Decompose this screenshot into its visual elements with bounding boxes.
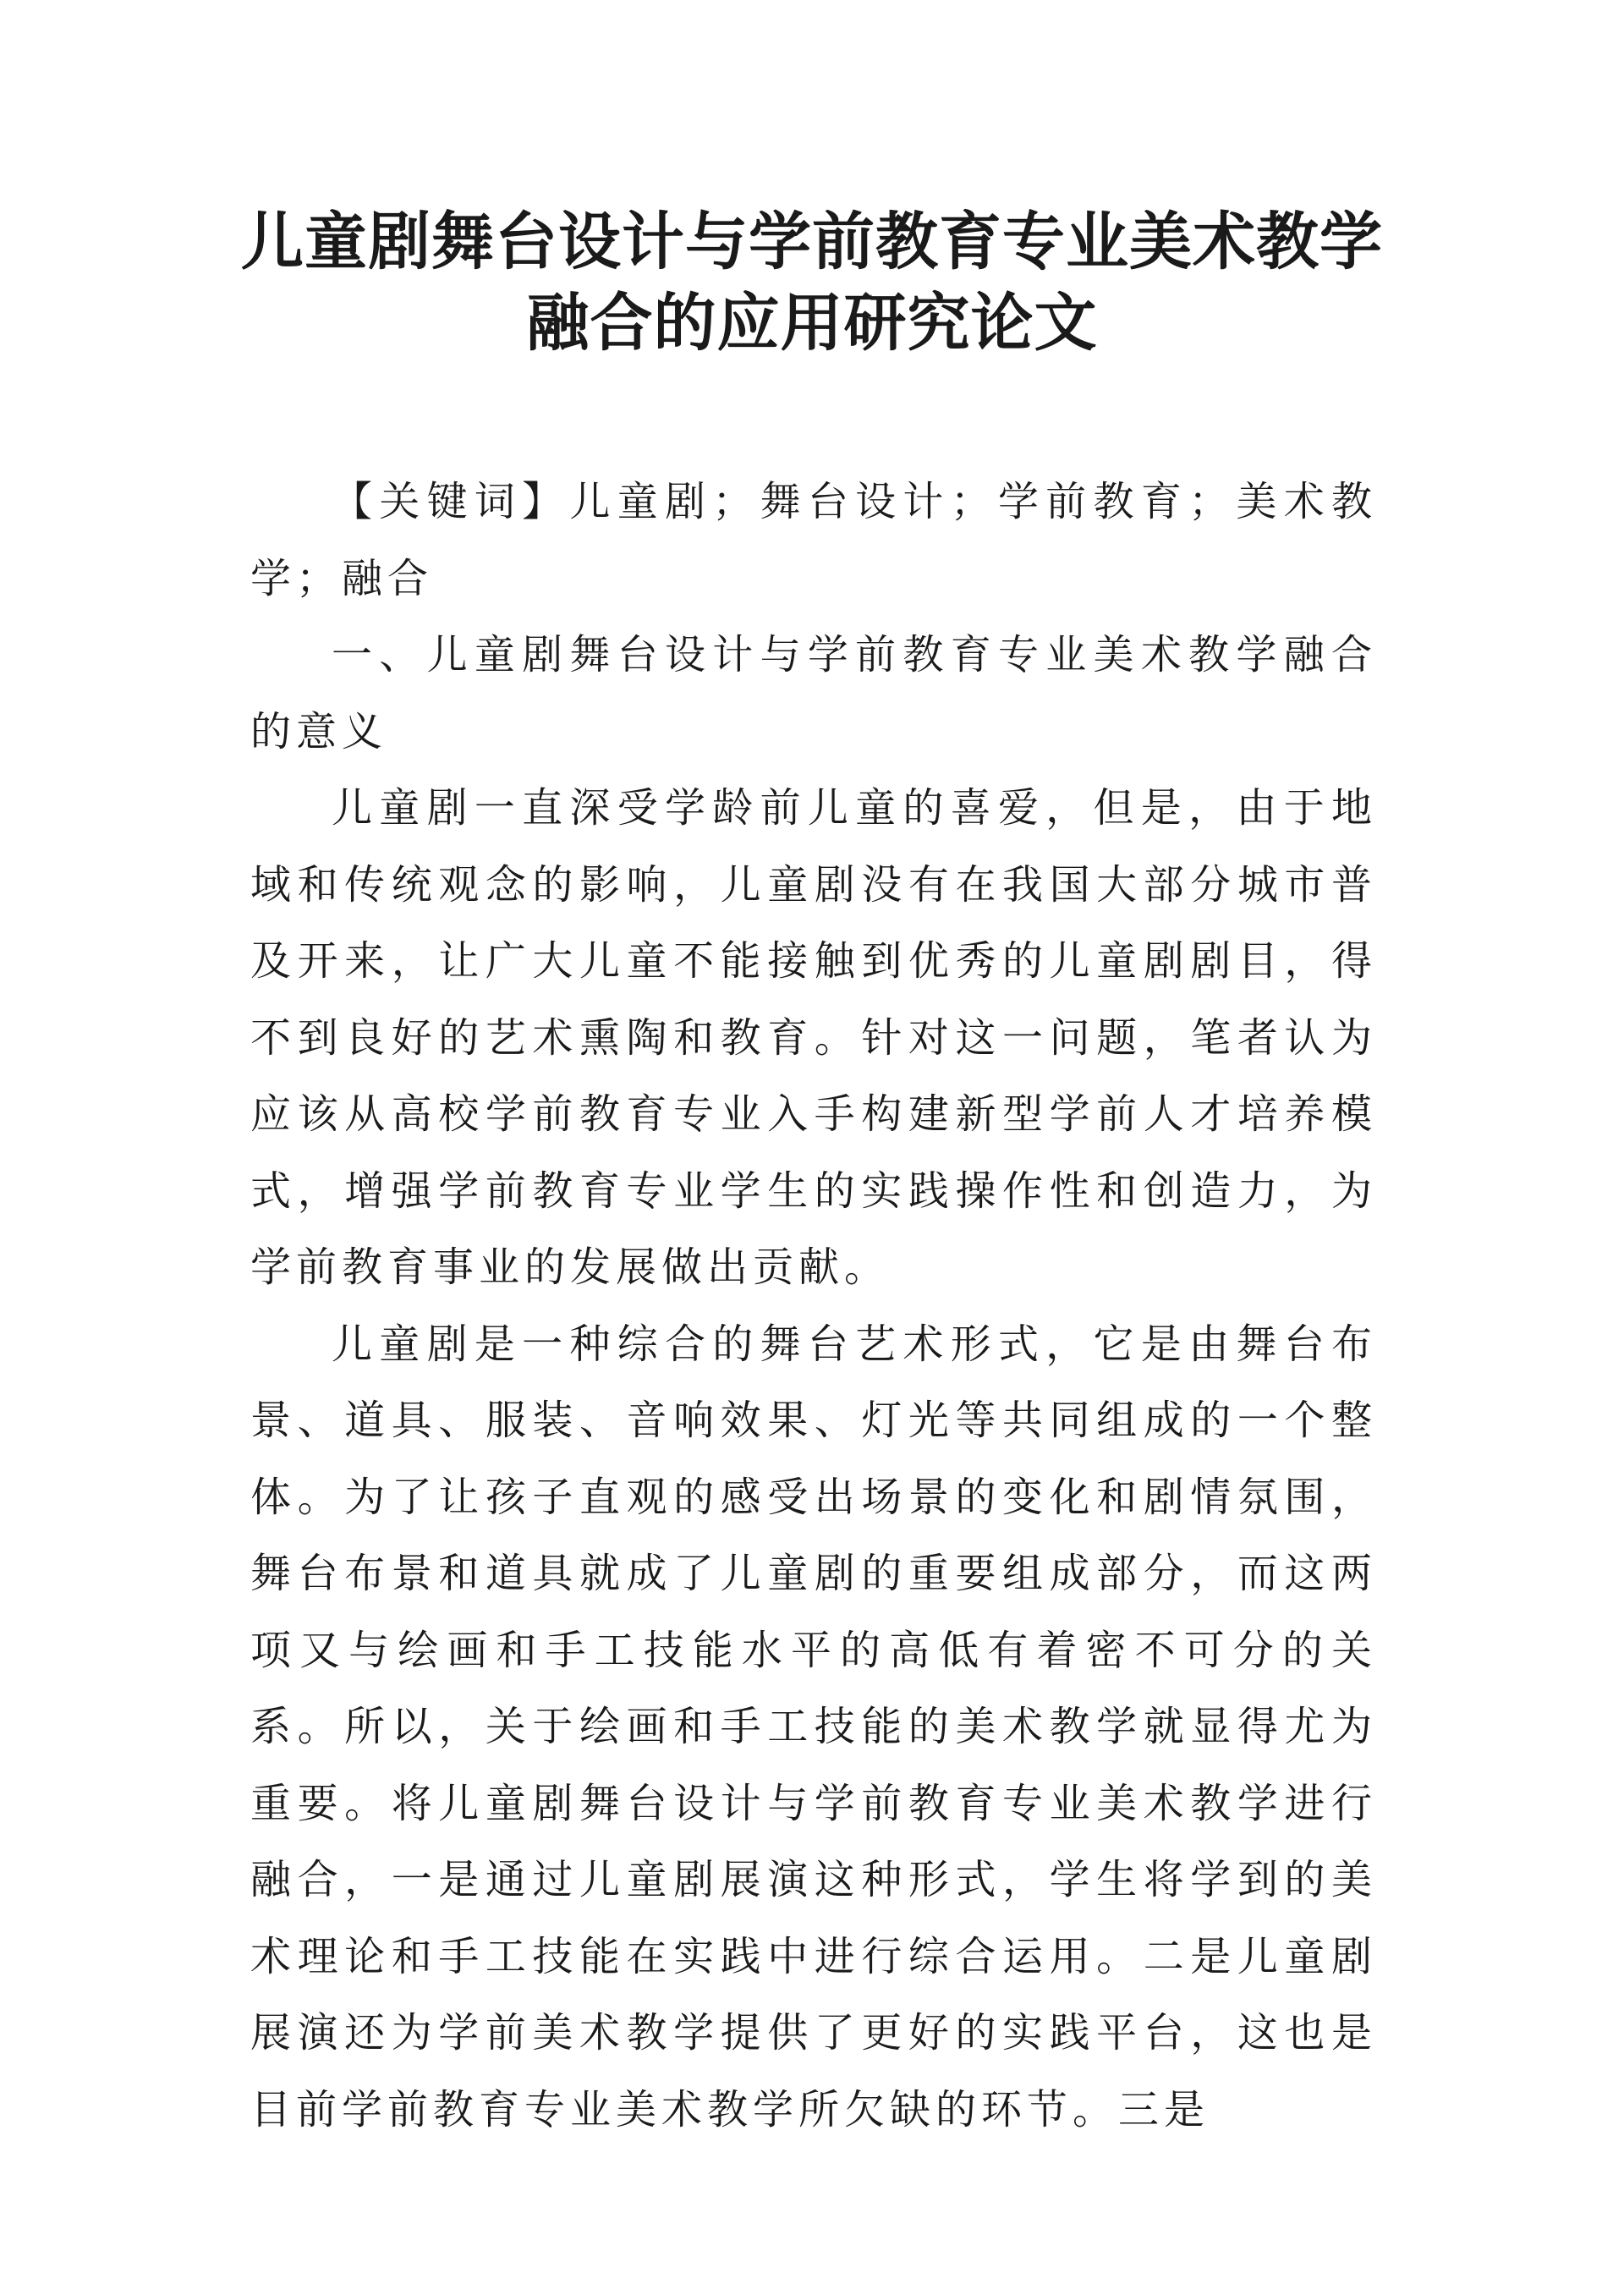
document-title: [211, 201, 1413, 364]
title-line-1: 儿童剧舞台设计与学前教育专业美术教学: [241, 206, 1383, 278]
section-heading: 一、儿童剧舞台设计与学前教育专业美术教学融合的意义: [250, 631, 1377, 755]
document-body: [250, 464, 1377, 2148]
body-paragraph-1: 儿童剧一直深受学龄前儿童的喜爱，但是，由于地域和传统观念的影响，儿童剧没有在我国大部分城市普及开来，让广大儿童不能接触到优秀的儿童剧剧目，得不到良好的艺术熏陶和教育。针对这一问题，笔者认为应该从高校学前教育专业入手构建新型学前人才培养模式，增强学前教育专业学生的实践操作性和创造力，为学前教育事业的发展做出贡献。: [250, 784, 1377, 1291]
body-paragraph-2: 儿童剧是一种综合的舞台艺术形式，它是由舞台布景、道具、服装、音响效果、灯光等共同组成的一个整体。为了让孩子直观的感受出场景的变化和剧情氛围，舞台布景和道具就成了儿童剧的重要组成部分，而这两项又与绘画和手工技能水平的高低有着密不可分的关系。所以，关于绘画和手工技能的美术教学就显得尤为重要。将儿童剧舞台设计与学前教育专业美术教学进行融合，一是通过儿童剧展演这种形式，学生将学到的美术理论和手工技能在实践中进行综合运用。二是儿童剧展演还为学前美术教学提供了更好的实践平台，这也是目前学前教育专业美术教学所欠缺的环节。三是: [250, 1320, 1377, 2133]
title-line-2: 融合的应用研究论文: [526, 287, 1098, 360]
keywords-paragraph: 【关键词】儿童剧；舞台设计；学前教育；美术教学；融合: [250, 478, 1377, 602]
